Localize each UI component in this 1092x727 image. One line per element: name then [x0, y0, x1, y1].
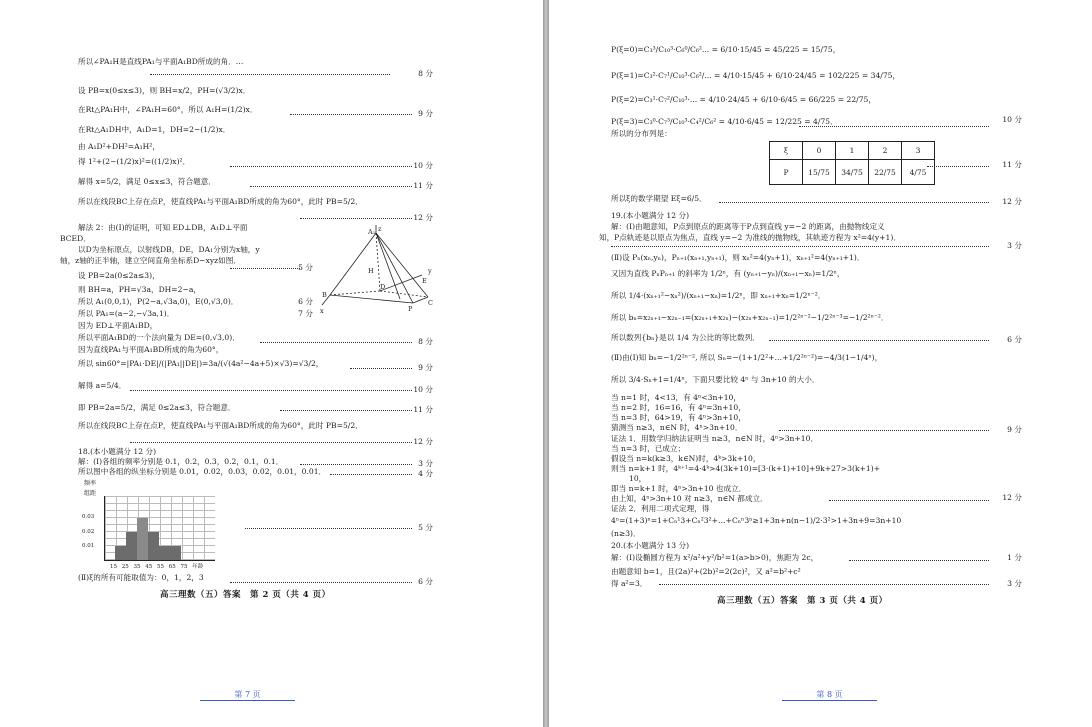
table-cell: 4/75 — [902, 160, 935, 185]
histogram-bar — [159, 546, 170, 560]
score: 3 分 — [1007, 241, 1022, 250]
document-page-8 — [549, 0, 1092, 727]
score: 12 分 — [413, 213, 433, 222]
score: 11 分 — [1002, 160, 1022, 169]
histogram-bar — [126, 532, 137, 560]
text-line: 所以的分布列是： — [611, 129, 672, 138]
text-line: 知，P点轨迹是以原点为焦点，直线 y=−2 为准线的抛物线，其轨迹方程为 x²=4(y+1)． — [599, 233, 901, 242]
leader-dots — [130, 390, 412, 391]
leader-dots — [769, 340, 989, 341]
table-cell: 0 — [803, 142, 836, 160]
text-line: 猜测当 n≥3，n∈N 时，4ⁿ>3n+10． — [611, 423, 743, 432]
leader-dots — [290, 114, 412, 115]
leader-dots — [779, 430, 989, 431]
label-D: D — [380, 283, 386, 291]
question-heading: 19.(本小题满分 12 分) — [611, 211, 690, 220]
text-line: 证法 2．利用二项式定理，得 — [611, 504, 710, 513]
text-line: P(ξ=2)=C₃¹·C₇²/C₁₀³·... = 4/10·24/45 + 6/10·6/45 = 66/225 = 22/75， — [611, 95, 876, 104]
score: 10 分 — [413, 385, 433, 394]
score: 5 分 — [298, 263, 313, 272]
distribution-table — [769, 141, 935, 185]
text-line: 解得 a=5/4． — [78, 381, 127, 390]
histogram-xlabel: 年龄 — [192, 564, 204, 570]
text-line: 设 PB=2a(0≤2a≤3)， — [78, 271, 160, 280]
leader-dots — [260, 342, 412, 343]
text-line: BCED． — [60, 234, 91, 243]
text-line: 由上知，4ⁿ>3n+10 对 n≥3，n∈N 都成立． — [611, 494, 768, 503]
leader-dots — [300, 464, 412, 465]
score: 10 分 — [1002, 115, 1022, 124]
question-heading: 20.(本小题满分 13 分) — [611, 541, 690, 550]
histogram-ylabel-bottom: 组距 — [84, 490, 97, 497]
histogram-bar — [170, 546, 181, 560]
xtick: 65 — [168, 564, 176, 570]
histogram-bar — [148, 532, 159, 560]
xtick: 35 — [133, 564, 141, 570]
text-line: P(ξ=1)=C₃²·C₇¹/C₁₀³·C₆²/... = 4/10·15/45 + 6/10·24/45 = 102/225 = 34/75， — [611, 71, 901, 80]
text-line: 所以 sin60°=|PA₁·DE|/(|PA₁||DE|)=3a/(√(4a²−4a+5)×√3)=√3/2， — [78, 359, 324, 368]
text-line: 因为 ED⊥平面A₁BD， — [78, 321, 158, 330]
score: 10 分 — [413, 161, 433, 170]
leader-dots — [130, 442, 412, 443]
leader-dots — [849, 560, 989, 561]
page-number-link[interactable]: 第 7 页 — [200, 689, 295, 701]
leader-dots — [829, 500, 989, 501]
label-B: B — [322, 291, 327, 299]
text-line: 当 n=3 时，已成立； — [611, 444, 686, 453]
text-line: 所以 1/4·(xₙ₊₁²−xₙ²)/(xₙ₊₁−xₙ)=1/2ⁿ，即 xₙ₊₁+xₙ=1/2ⁿ⁻²． — [611, 291, 826, 300]
text-line: 在Rt△PA₁H中，∠PA₁H=60°，所以 A₁H=(1/2)x． — [78, 105, 258, 114]
leader-dots — [300, 218, 412, 219]
score: 11 分 — [413, 405, 433, 414]
table-cell: 22/75 — [869, 160, 902, 185]
frequency-histogram — [80, 476, 220, 576]
xtick: 15 — [110, 564, 117, 570]
text-line: 以D为坐标原点，以射线DB，DE，DA₁分别为x轴，y — [78, 245, 260, 254]
score: 3 分 — [418, 459, 433, 468]
score: 9 分 — [418, 363, 433, 372]
text-line: (Ⅱ)设 Pₙ(xₙ,yₙ)，Pₙ₊₁(xₙ₊₁,yₙ₊₁)，则 xₙ²=4(yₙ+1)，xₙ₊₁²=4(yₙ₊₁+1)． — [611, 253, 865, 262]
text-line: 证法 1．用数学归纳法证明当 n≥3，n∈N 时，4ⁿ>3n+10． — [611, 434, 819, 443]
text-line: 轴，z轴的正半轴，建立空间直角坐标系D−xyz如图． — [60, 256, 241, 265]
score: 9 分 — [1007, 425, 1022, 434]
score: 9 分 — [418, 109, 433, 118]
text-line: 由题意知 b=1，且(2a)²+(2b)²=2(2c)²，又 a²=b²+c² — [611, 567, 801, 576]
ytick: 0.03 — [82, 514, 95, 520]
score: 6 分 — [1007, 335, 1022, 344]
text-line: 由 A₁D²+DH²=A₁H²， — [78, 142, 160, 151]
table-cell: 2 — [869, 142, 902, 160]
label-y: y — [428, 267, 432, 275]
label-x: x — [320, 307, 324, 315]
leader-dots — [611, 246, 989, 247]
text-line: 则当 n=k+1 时，4ᵏ⁺¹=4·4ᵏ>4(3k+10)=[3·(k+1)+10]+9k+27>3(k+1)+ — [611, 464, 881, 473]
xtick: 55 — [157, 564, 164, 570]
histogram-bar — [137, 518, 148, 560]
leader-dots — [330, 474, 412, 475]
text-line: 则 BH=a，PH=√3a，DH=2−a， — [78, 285, 201, 294]
leader-dots — [230, 268, 300, 269]
text-line: 当 n=3 时，64>19，有 4ⁿ>3n+10， — [611, 413, 746, 422]
label-P: P — [408, 305, 413, 313]
score: 1 分 — [1007, 553, 1022, 562]
leader-dots — [245, 528, 412, 529]
label-A1: A₁ — [368, 228, 376, 236]
leader-dots — [230, 582, 412, 583]
text-line: 所以在线段BC上存在点P，使直线PA₁与平面A₁BD所成的角为60°，此时 PB=5/2． — [78, 197, 363, 206]
text-line: 即 PB=2a=5/2，满足 0≤2a≤3，符合题意． — [78, 403, 236, 412]
text-line: 解得 x=5/2，满足 0≤x≤3，符合题意． — [78, 177, 216, 186]
leader-dots — [719, 202, 989, 203]
question-heading: 18.(本小题满分 12 分) — [78, 447, 157, 456]
label-E: E — [422, 277, 427, 285]
page-footer: 高三理数（五）答案 第 2 页（共 4 页） — [160, 590, 331, 600]
xtick: 75 — [180, 564, 188, 570]
text-line: 解：(Ⅰ)设椭圆方程为 x²/a²+y²/b²=1(a>b>0)，焦距为 2c， — [611, 553, 819, 562]
table-cell: ξ — [770, 142, 803, 160]
leader-dots — [150, 74, 390, 75]
text-line: 解：(Ⅰ)由题意知，P点到原点的距离等于P点到直线 y=−2 的距离，由抛物线定义 — [611, 222, 885, 231]
histogram-ylabel-top: 频率 — [84, 480, 97, 487]
table-cell: P — [770, 160, 803, 185]
score: 3 分 — [1007, 579, 1022, 588]
score: 11 分 — [413, 181, 433, 190]
text-line: 10， — [629, 474, 647, 483]
text-line: 所以图中各组的纵坐标分别是 0.01，0.02，0.03，0.02，0.01，0.01． — [78, 467, 327, 476]
text-line: P(ξ=3)=C₃⁰·C₇³/C₁₀³·C₄²/C₆² = 4/10·6/45 = 12/225 = 4/75． — [611, 117, 838, 126]
text-line: 所以数列{bₙ}是以 1/4 为公比的等比数列． — [611, 333, 760, 342]
text-line: 解：(Ⅰ)各组的频率分别是 0.1，0.2，0.3，0.2，0.1，0.1． — [78, 457, 284, 466]
text-line: 所以 3/4·Sₙ+1=1/4ⁿ，下面只要比较 4ⁿ 与 3n+10 的大小． — [611, 375, 820, 384]
label-H: H — [368, 267, 374, 275]
score: 8 分 — [418, 337, 433, 346]
text-line: 又因为直线 PₙPₙ₊₁ 的斜率为 1/2ⁿ，有 (yₙ₊₁−yₙ)/(xₙ₊₁−xₙ)=1/2ⁿ， — [611, 269, 845, 278]
score: 4 分 — [418, 469, 433, 478]
text-line: 当 n=2 时，16=16，有 4ⁿ=3n+10， — [611, 403, 746, 412]
text-line: 因为直线PA₁与平面A₁BD所成的角为60°， — [78, 345, 224, 354]
text-line: 所以 A₁(0,0,1)，P(2−a,√3a,0)，E(0,√3,0)． — [78, 297, 239, 306]
ytick: 0.02 — [82, 529, 95, 535]
text-line: 所以 bₙ=x₂ₙ₊₁−x₂ₙ₋₁=(x₂ₙ₊₁+x₂ₙ)−(x₂ₙ+x₂ₙ₋₁)=1/2²ⁿ⁻²−1/2²ⁿ⁻³=−1/2²ⁿ⁻²． — [611, 313, 889, 322]
text-line: 所以∠PA₁H是直线PA₁与平面A₁BD所成的角．… — [78, 57, 244, 66]
text-line: (n≥3)． — [611, 529, 641, 538]
text-line: 所以在线段BC上存在点P，使直线PA₁与平面A₁BD所成的角为60°，此时 PB=5/2． — [78, 421, 363, 430]
ytick: 0.01 — [82, 543, 95, 549]
label-C: C — [428, 299, 433, 307]
text-line: 得 1²+(2−(1/2)x)²=((1/2)x)²． — [78, 157, 191, 166]
text-line: 在Rt△A₁DH中，A₁D=1，DH=2−(1/2)x． — [78, 125, 231, 134]
score: 12 分 — [1002, 493, 1022, 502]
text-line: P(ξ=0)=C₃³/C₁₀³·C₆⁰/C₆²... = 6/10·15/45 = 45/225 = 15/75， — [611, 45, 841, 54]
score: 8 分 — [418, 69, 433, 78]
text-line: 所以ξ的数学期望 Eξ=6/5． — [611, 194, 707, 203]
xtick: 25 — [121, 564, 129, 570]
histogram-bar — [115, 546, 126, 560]
score: 7 分 — [298, 309, 313, 318]
leader-dots — [230, 166, 412, 167]
score: 6 分 — [418, 577, 433, 586]
table-cell: 3 — [902, 142, 935, 160]
leader-dots — [927, 166, 989, 167]
text-line: 4ⁿ=(1+3)ⁿ=1+Cₙ¹3+Cₙ²3²+…+Cₙⁿ3ⁿ≥1+3n+n(n−1)/2·3²>1+3n+9=3n+10 — [611, 516, 902, 525]
text-line: 所以 PA₁=(a−2,−√3a,1)． — [78, 309, 175, 318]
text-line: (Ⅱ)ξ的所有可能取值为：0，1，2，3 — [78, 573, 204, 582]
score: 5 分 — [418, 523, 433, 532]
score: 12 分 — [1002, 197, 1022, 206]
leader-dots — [250, 186, 412, 187]
score: 6 分 — [298, 297, 313, 306]
table-cell: 15/75 — [803, 160, 836, 185]
text-line: (Ⅱ)由(Ⅰ)知 bₙ=−1/2²ⁿ⁻², 所以 Sₙ=−(1+1/2²+…+1/2²ⁿ⁻²)=−4/3(1−1/4ⁿ)， — [611, 353, 883, 362]
score: 12 分 — [413, 437, 433, 446]
text-line: 得 a²=3． — [611, 579, 648, 588]
table-cell: 1 — [836, 142, 869, 160]
leader-dots — [659, 584, 989, 585]
page-number-link[interactable]: 第 8 页 — [782, 689, 877, 701]
text-line: 即当 n=k+1 时，4ⁿ>3n+10 也成立． — [611, 484, 747, 493]
text-line: 当 n=1 时，4<13，有 4ⁿ<3n+10， — [611, 393, 741, 402]
xtick: 45 — [145, 564, 153, 570]
leader-dots — [350, 368, 412, 369]
leader-dots — [799, 126, 989, 127]
table-cell: 34/75 — [836, 160, 869, 185]
text-line: 解法 2：由(Ⅰ)的证明，可知 ED⊥DB，A₁D⊥平面 — [78, 223, 248, 232]
document-page-7 — [0, 0, 543, 727]
page-footer: 高三理数（五）答案 第 3 页（共 4 页） — [717, 596, 888, 606]
text-line: 所以平面A₁BD的一个法向量为 DE=(0,√3,0)． — [78, 333, 240, 342]
text-line: 假设当 n=k(k≥3，k∈N)时，4ᵏ>3k+10， — [611, 454, 761, 463]
leader-dots — [280, 410, 412, 411]
label-z: z — [378, 225, 382, 233]
text-line: 设 PB=x(0≤x≤3)，则 BH=x/2，PH=(√3/2)x． — [78, 86, 251, 95]
pyramid-figure — [318, 225, 438, 315]
